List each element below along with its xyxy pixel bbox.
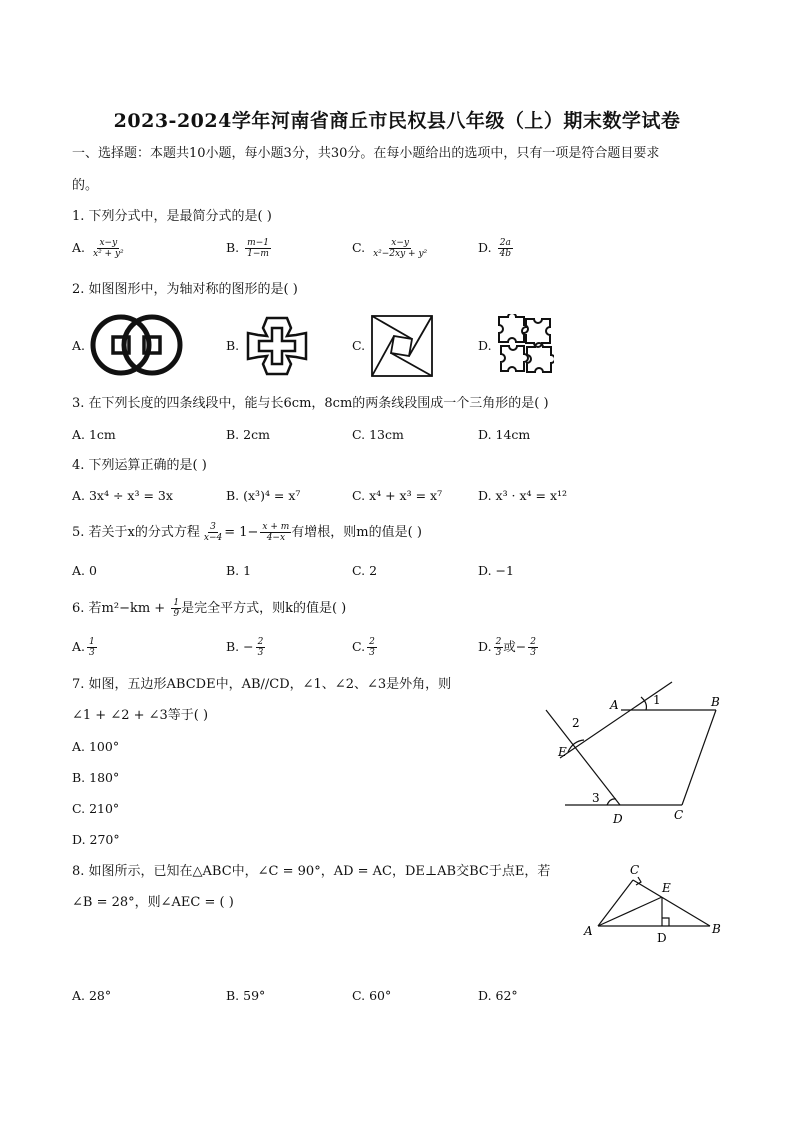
q7-label-B: B (711, 695, 720, 709)
q6-option-c[interactable] (352, 637, 377, 658)
q6-d-den2: 3 (530, 648, 537, 658)
q7-label-angle1: 1 (653, 693, 661, 707)
q1-a-num: x−y (99, 238, 118, 248)
q6-stem-pre: 6. 若m²−km + (72, 601, 170, 616)
q6-fraction (171, 598, 181, 619)
q5-stem-post: 有增根，则m的值是( ) (291, 525, 422, 540)
q7-label-D: D (613, 812, 623, 826)
q6-a-label: A. (72, 639, 86, 654)
q7-stem-line2: ∠1 + ∠2 + ∠3等于( ) (72, 708, 209, 723)
q1-d-fraction (498, 238, 514, 259)
q5-fraction-2 (260, 522, 291, 543)
q6-f-num: 1 (173, 598, 180, 608)
q2-stem: 2. 如图图形中，为轴对称的图形的是( ) (72, 282, 298, 297)
q3-option-c[interactable]: C. 13cm (352, 427, 404, 442)
q2-c-pinwheel-square-icon (370, 314, 434, 378)
q4-stem: 4. 下列运算正确的是( ) (72, 458, 207, 473)
q8-option-d[interactable]: D. 62° (478, 988, 518, 1003)
q1-c-num: x−y (391, 238, 409, 248)
q1-d-label: D. (478, 240, 492, 255)
q6-a-num: 1 (89, 637, 95, 647)
q8-option-c[interactable]: C. 60° (352, 988, 392, 1003)
q7-label-angle3: 3 (592, 791, 600, 805)
q5-option-a[interactable]: A. 0 (72, 563, 97, 578)
q6-d-num2: 2 (530, 637, 537, 647)
q5-option-b[interactable]: B. 1 (226, 563, 252, 578)
q1-a-den: x² + y² (93, 249, 124, 259)
page-title: 2023-2024学年河南省商丘市民权县八年级（上）期末数学试卷 (113, 110, 681, 132)
q8-stem-line1: 8. 如图所示，已知在△ABC中，∠C = 90°，AD = AC，DE⊥AB交BC于点E，若 (72, 864, 551, 879)
q1-c-label: C. (352, 240, 366, 255)
q3-stem: 3. 在下列长度的四条线段中，能与长6cm，8cm的两条线段围成一个三角形的是( ) (72, 396, 549, 411)
q2-option-c-label[interactable]: C. (352, 338, 366, 353)
q5-fraction-1 (202, 522, 224, 543)
q5-stem-pre: 5. 若关于x的分式方程 (72, 525, 200, 540)
q6-a-fraction (87, 637, 97, 658)
q1-a-label: A. (72, 240, 86, 255)
q1-b-fraction (245, 238, 271, 259)
q1-b-den: 1−m (247, 249, 269, 259)
q6-d-fraction-2 (528, 637, 538, 658)
q5-f1-num: 3 (210, 522, 216, 532)
q5-stem-mid: = 1− (224, 525, 259, 540)
q1-d-num: 2a (499, 238, 511, 248)
q6-c-den: 3 (369, 648, 375, 658)
q2-option-a-label[interactable]: A. (72, 338, 86, 353)
q6-f-den: 9 (173, 609, 180, 619)
q8-label-D: D (657, 931, 667, 945)
q6-d-num: 2 (495, 637, 502, 647)
q6-c-label: C. (352, 639, 366, 654)
q1-option-a[interactable] (72, 238, 126, 259)
q5-option-c[interactable]: C. 2 (352, 563, 378, 578)
q2-option-d-label[interactable]: D. (478, 338, 492, 353)
q3-option-d[interactable]: D. 14cm (478, 427, 531, 442)
q4-option-b[interactable]: B. (x³)⁴ = x⁷ (226, 488, 301, 503)
q4-option-a[interactable]: A. 3x⁴ ÷ x³ = 3x (72, 488, 173, 503)
q5-f2-num: x + m (262, 522, 290, 532)
q1-b-num: m−1 (247, 238, 269, 248)
q7-label-A: A (610, 698, 619, 712)
q7-option-c[interactable]: C. 210° (72, 801, 120, 816)
q6-c-num: 2 (369, 637, 375, 647)
q6-d-fraction-1 (494, 637, 504, 658)
q8-option-a[interactable]: A. 28° (72, 988, 112, 1003)
q2-b-cross-icon (244, 314, 310, 378)
q8-label-A: A (584, 924, 593, 938)
q6-d-den: 3 (495, 648, 502, 658)
q1-stem: 1. 下列分式中，是最简分式的是( ) (72, 209, 272, 224)
q2-a-coins-icon (90, 313, 184, 377)
q2-option-b-label[interactable]: B. (226, 338, 240, 353)
section-header-line2: 的。 (72, 178, 99, 193)
q8-label-C: C (630, 863, 640, 877)
q8-triangle-figure (578, 858, 728, 948)
q5-f2-den: 4−x (266, 533, 286, 543)
q6-b-num: 2 (257, 637, 264, 647)
q5-option-d[interactable]: D. −1 (478, 563, 514, 578)
q1-c-den: x²−2xy + y² (373, 249, 428, 259)
q7-option-a[interactable]: A. 100° (72, 739, 120, 754)
q7-option-d[interactable]: D. 270° (72, 832, 120, 847)
q6-a-den: 3 (89, 648, 95, 658)
q7-label-E: E (558, 745, 567, 759)
q3-option-a[interactable]: A. 1cm (72, 427, 116, 442)
q1-option-c[interactable] (352, 238, 429, 259)
q6-d-label: D. (478, 639, 492, 654)
q8-label-B: B (712, 922, 721, 936)
q7-label-angle2: 2 (572, 716, 580, 730)
q8-option-b[interactable]: B. 59° (226, 988, 266, 1003)
q4-option-d[interactable]: D. x³ · x⁴ = x¹² (478, 488, 568, 503)
q6-option-d[interactable] (478, 637, 538, 658)
q1-b-label: B. (226, 240, 240, 255)
section-header-line1: 一、选择题：本题共10小题，每小题3分，共30分。在每小题给出的选项中，只有一项是符合题目要求 (72, 146, 660, 161)
q7-label-C: C (674, 808, 684, 822)
q7-stem-line1: 7. 如图，五边形ABCDE中，AB//CD，∠1、∠2、∠3是外角，则 (72, 677, 452, 692)
q7-pentagon-figure (540, 680, 730, 830)
q6-stem-post: 是完全平方式，则k的值是( ) (181, 601, 347, 616)
q1-a-fraction (91, 238, 126, 259)
q6-option-a[interactable] (72, 637, 97, 658)
q6-option-b[interactable] (226, 637, 265, 658)
q3-option-b[interactable]: B. 2cm (226, 427, 270, 442)
q5-stem (72, 522, 422, 543)
q6-b-label: B. − (226, 639, 254, 654)
q4-option-c[interactable]: C. x⁴ + x³ = x⁷ (352, 488, 443, 503)
q2-d-puzzle-icon (496, 314, 554, 376)
q6-stem (72, 598, 346, 619)
q1-c-fraction (371, 238, 429, 259)
q8-stem-line2: ∠B = 28°，则∠AEC = ( ) (72, 895, 234, 910)
q1-d-den: 4b (499, 249, 512, 259)
q6-b-fraction (256, 637, 266, 658)
q6-b-den: 3 (257, 648, 264, 658)
q6-d-mid: 或− (503, 639, 527, 654)
q1-option-b[interactable] (226, 238, 271, 259)
q1-option-d[interactable] (478, 238, 513, 259)
q7-option-b[interactable]: B. 180° (72, 770, 120, 785)
q6-c-fraction (367, 637, 377, 658)
q5-f1-den: x−4 (203, 533, 223, 543)
q8-label-E: E (662, 881, 671, 895)
